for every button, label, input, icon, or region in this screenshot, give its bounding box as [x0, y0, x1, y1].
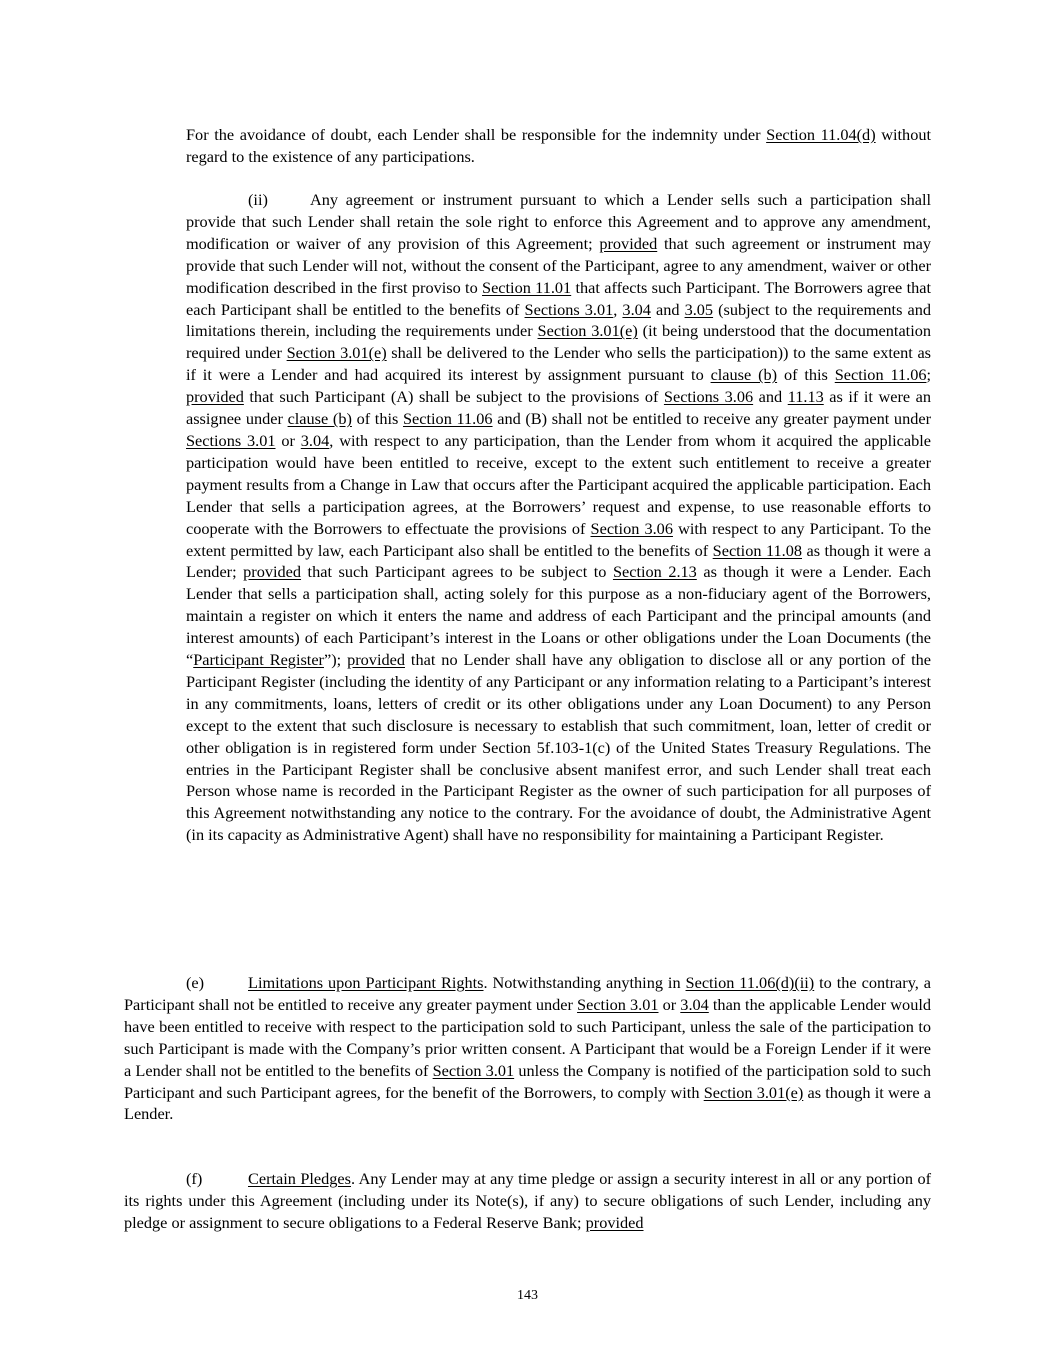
text: . Any Lender may at any time pledge or assign a security interest in all or any portion of its rights under this Agreement (including under its Note(s), if any) to secure obligations of such Lender, including any pledge or assignment to secure obligations to a Federal Reserve Bank;: [124, 1169, 932, 1232]
text: ;: [926, 365, 932, 385]
section-reference: 3.04: [680, 994, 709, 1014]
text: . Notwithstanding anything in: [483, 973, 686, 992]
section-reference: Section 3.01(e): [537, 321, 638, 341]
section-reference: Section 3.01: [432, 1060, 515, 1080]
section-reference: Section 3.01: [577, 994, 659, 1014]
section-reference: Section 3.06: [590, 518, 673, 538]
paragraph-avoidance-of-doubt: [186, 124, 931, 168]
text: or: [658, 994, 681, 1014]
clause-heading: Limitations upon Participant Rights: [248, 973, 484, 992]
clause-label: (ii): [248, 190, 268, 209]
text: that such Participant agrees to be subject to: [301, 562, 613, 582]
text: ”);: [323, 650, 348, 670]
underlined-term: provided: [599, 233, 658, 253]
text: as though it were a Lender;: [186, 540, 932, 582]
text: and (B) shall not be entitled to receive any greater payment under: [492, 409, 931, 429]
section-reference: Section 11.06: [403, 409, 493, 429]
paragraph-clause-e: [124, 972, 931, 1125]
underlined-term: provided: [243, 562, 302, 582]
section-reference: Section 11.04(d): [766, 125, 876, 144]
text: (it being understood that the documentation required under: [186, 321, 932, 363]
section-reference: Section 11.06(d)(ii): [685, 973, 815, 992]
text: and: [650, 299, 685, 319]
section-reference: 11.13: [787, 387, 824, 407]
text: that such Participant (A) shall be subject to the provisions of: [243, 387, 664, 407]
text: shall be delivered to the Lender who sells the participation)) to the same extent as if it were a Lender and had acquired its interest by assignment pursuant to: [186, 343, 932, 385]
text: Any agreement or instrument pursuant to which a Lender sells such a participation shall provide that such Lender shall retain the sole right to enforce this Agreement and to approve any amendment, modification or waiver of any provision of this Agreement;: [186, 190, 931, 253]
section-reference: Sections 3.06: [663, 387, 754, 407]
text: ,: [613, 299, 623, 319]
text: as if it were an assignee under: [186, 387, 931, 429]
section-reference: 3.04: [300, 430, 330, 450]
text: as though it were a Lender. Each Lender that sells a participation shall, acting solely for this purpose as a non-fiduciary agent of the Borrowers, maintain a register on which it enters the name and address of each Participant and the principal amounts (and interest amounts) of each Participant’s interest in the Loans or other obligations under the Loan Documents (the “: [186, 562, 932, 670]
text: unless the Company is notified of the participation sold to such Participant and such Participant agrees, for the benefit of the Borrowers, to comply with: [124, 1060, 932, 1102]
text: than the applicable Lender would have been entitled to receive with respect to the participation sold to such Participant, unless the sale of the participation to such Participant is made with the Company’s prior written consent. A Participant that would be a Foreign Lender if it were a Lender shall not be entitled to the benefits of: [124, 994, 931, 1080]
clause-label: (f): [186, 1169, 203, 1188]
section-reference: Section 3.01(e): [286, 343, 387, 363]
text: that affects such Participant. The Borrowers agree that each Participant shall be entitled to the benefits of: [186, 277, 931, 319]
text: as though it were a Lender.: [124, 1082, 932, 1124]
section-reference: Sections 3.01: [186, 430, 276, 450]
underlined-term: provided: [585, 1212, 644, 1232]
clause-heading: Certain Pledges: [248, 1169, 351, 1188]
text: and: [753, 387, 788, 407]
underlined-term: provided: [186, 387, 244, 407]
text: to the contrary, a Participant shall not be entitled to receive any greater payment under: [124, 973, 932, 1014]
section-reference: 3.04: [622, 299, 651, 319]
text: that no Lender shall have any obligation to disclose all or any portion of the Participant Register (including the identity of any Participant or any information relating to a Participant’s interest in any commitments, loans, letters of credit or its other obligations under any Loan Document) to any Person except to the extent that such disclosure is necessary to establish that such commitment, loan, letter of credit or other obligation is in registered form under Section 5f.103-1(c) of the United States Treasury Regulations. The entries in the Participant Register shall be conclusive absent manifest error, and such Lender shall treat each Person whose name is recorded in the Participant Register as the owner of such participation for all purposes of this Agreement notwithstanding any notice to the contrary. For the avoidance of doubt, the Administrative Agent (in its capacity as Administrative Agent) shall have no responsibility for maintaining a Participant Register.: [186, 650, 932, 845]
paragraph-clause-f: [124, 1168, 931, 1234]
section-reference: Section 11.06: [834, 365, 927, 385]
text: of this: [777, 365, 835, 385]
section-reference: Section 3.01(e): [703, 1082, 804, 1102]
section-reference: 3.05: [684, 299, 714, 319]
text: , with respect to any participation, than the Lender from whom it acquired the applicable participation would have been entitled to receive, except to the extent such entitlement to receive a greater payment results from a Change in Law that occurs after the Participant acquired the applicable participation. Each Lender that sells a participation agrees, at the Borrowers’ request and expense, to use reasonable efforts to cooperate with the Borrowers to effectuate the provisions of: [186, 430, 932, 538]
defined-term: Participant Register: [193, 650, 324, 670]
section-reference: Sections 3.01: [524, 299, 614, 319]
page-number: 143: [517, 1288, 538, 1303]
text: (subject to the requirements and limitations therein, including the requirements under: [186, 299, 931, 341]
text: that such agreement or instrument may provide that such Lender will not, without the consent of the Participant, agree to any amendment, waiver or other modification described in the first proviso to: [186, 233, 931, 297]
section-reference: Section 11.08: [712, 540, 802, 560]
text: without regard to the existence of any participations.: [186, 125, 932, 166]
clause-label: (e): [186, 973, 205, 992]
section-reference: Section 2.13: [612, 562, 697, 582]
section-reference: clause (b): [710, 365, 778, 385]
text: with respect to any Participant. To the extent permitted by law, each Participant also shall be entitled to the benefits of: [186, 518, 931, 560]
text: For the avoidance of doubt, each Lender shall be responsible for the indemnity under: [186, 125, 767, 144]
text: of this: [351, 409, 403, 429]
section-reference: Section 11.01: [482, 277, 572, 297]
paragraph-clause-ii: [186, 189, 931, 846]
text: or: [275, 430, 301, 450]
section-reference: clause (b): [287, 409, 352, 429]
underlined-term: provided: [347, 650, 405, 670]
